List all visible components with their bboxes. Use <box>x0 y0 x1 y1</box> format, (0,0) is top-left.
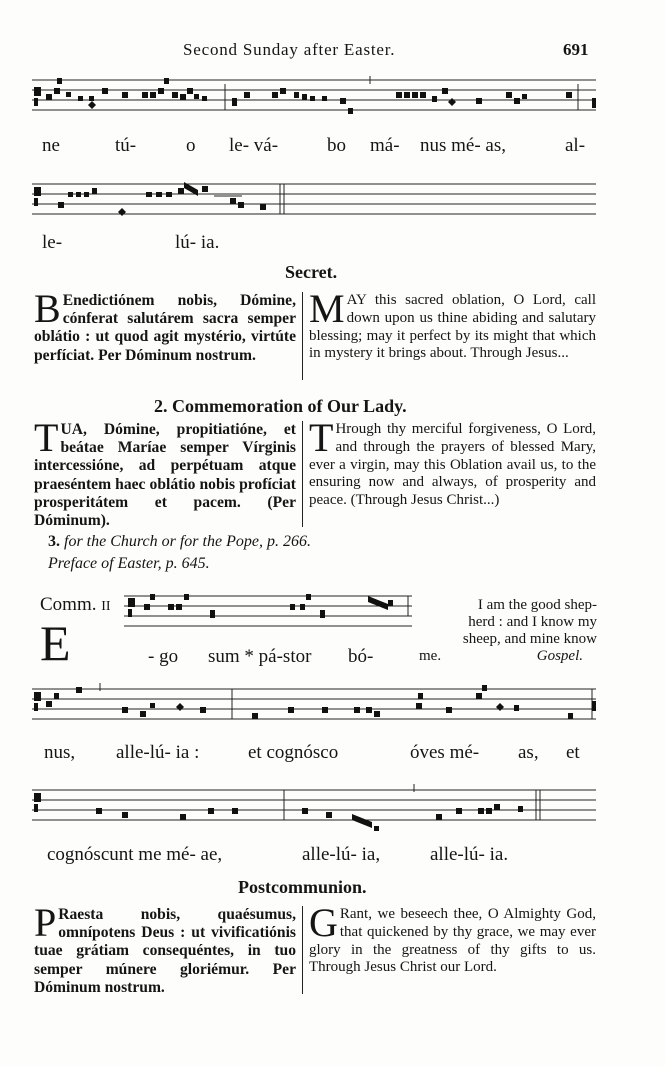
latin-text-column <box>34 415 296 530</box>
reference-text: Preface of Easter, <box>48 555 162 572</box>
column-divider <box>302 906 303 994</box>
syllable: bo <box>327 135 346 156</box>
syllable: lú- ia. <box>175 232 220 253</box>
communion-label <box>40 594 111 616</box>
chant-staff <box>32 683 596 729</box>
syllable: alle-lú- ia. <box>430 844 509 865</box>
chant-lyrics-line <box>0 646 420 672</box>
syllable: et cognósco <box>248 742 339 763</box>
latin-paragraph: Raesta nobis, quaésumus, omnípotens Deus : ut vivificatiónis tuae grátiam consequéntes, in tuo semper múnere gloriémur. Per Dóminum nostrum. <box>34 906 296 996</box>
english-line: I am the good shep- <box>477 597 597 613</box>
chant-staff <box>32 784 596 834</box>
section-heading <box>154 396 407 417</box>
english-line: herd : and I know my <box>468 614 597 630</box>
syllable: cognóscunt me mé- ae, <box>47 844 223 865</box>
chant-lyrics-line <box>0 742 665 768</box>
reference-text: for the Church or for the Pope, <box>64 533 263 550</box>
column-divider <box>302 292 303 380</box>
running-title: Second Sunday after Easter. <box>183 40 396 59</box>
chant-staff <box>124 590 412 636</box>
syllable: o <box>186 135 196 156</box>
drop-cap: T <box>34 415 59 460</box>
latin-paragraph: UA, Dómine, propitiatióne, et beátae Maríae semper Vírginis intercessióne, ad perpétuam atque praeséntem haec oblátio nobis profíciat prosperitátem et pacem. (Per Dóminum). <box>34 421 296 530</box>
drop-cap: B <box>34 286 61 331</box>
english-paragraph: Hrough thy merciful forgiveness, O Lord, and through the prayers of blessed Mary, ever a virgin, may this Oblation avail us, to the ensuring now and always, of prosperity and peace. (Through Jesus Christ...) <box>309 421 596 509</box>
syllable: óves mé- <box>410 742 480 763</box>
syllable: alle-lú- ia, <box>302 844 381 865</box>
syllable: má- <box>370 135 400 156</box>
section-number: 2. <box>154 396 168 416</box>
english-paragraph: Rant, we beseech thee, O Almighty God, that quickened by thy grace, we may ever glory in the greatness of thy gifts to us. Through Jesus Christ our Lord. <box>309 906 596 976</box>
syllable: le- vá- <box>229 135 279 156</box>
syllable: sum * pá-stor <box>208 646 312 667</box>
drop-cap: T <box>309 415 334 460</box>
chant-lyrics-line <box>0 232 665 258</box>
section-title: Commemoration of Our Lady. <box>172 396 407 416</box>
latin-text-column <box>34 900 296 997</box>
drop-cap: G <box>309 900 338 945</box>
syllable: tú- <box>115 135 137 156</box>
reference-number: 3. <box>48 533 60 550</box>
cross-reference <box>48 533 311 551</box>
page-header <box>0 40 665 64</box>
syllable: le- <box>42 232 63 253</box>
syllable: nus, <box>44 742 76 763</box>
syllable: alle-lú- ia : <box>116 742 200 763</box>
syllable: nus mé- as, <box>420 135 507 156</box>
syllable: - go <box>148 646 179 667</box>
english-text-column <box>309 286 596 363</box>
column-divider <box>302 421 303 527</box>
cross-reference <box>48 555 210 573</box>
latin-text-column <box>34 286 296 365</box>
chant-initial: E <box>40 615 71 671</box>
english-line: me. <box>419 648 442 664</box>
chant-mode: II <box>101 599 111 614</box>
drop-cap: P <box>34 900 57 945</box>
chant-lyrics-line <box>0 135 665 161</box>
english-line: sheep, and mine know <box>462 631 597 647</box>
english-text-column <box>309 900 596 977</box>
reference-page: p. 266. <box>266 533 311 550</box>
chant-staff <box>32 74 596 124</box>
reference-page: p. 645. <box>165 555 210 572</box>
communion-title: Comm. <box>40 594 97 615</box>
communion-english <box>419 597 597 665</box>
page-number: 691 <box>563 40 589 59</box>
english-text-column <box>309 415 596 510</box>
syllable: bó- <box>348 646 374 667</box>
english-paragraph: AY this sacred oblation, O Lord, call down upon us thine abiding and salutary blessing; may it perfect by its might that which in mystery it brings about. Through Jesus... <box>309 292 596 362</box>
syllable: as, <box>518 742 539 763</box>
syllable: al- <box>565 135 586 156</box>
syllable: et <box>566 742 580 763</box>
section-heading: Secret. <box>285 262 338 282</box>
latin-paragraph: Enedictiónem nobis, Dómine, cónferat salutárem sacra semper oblátio : ut quod agit mystério, virtúte perfíciat. Per Dóminum nostrum. <box>34 292 296 364</box>
gospel-reference: Gospel. <box>536 648 583 664</box>
syllable: ne <box>42 135 60 156</box>
english-line-last <box>419 648 597 665</box>
chant-lyrics-line <box>0 844 665 870</box>
chant-staff <box>32 178 596 224</box>
drop-cap: M <box>309 286 345 331</box>
section-heading: Postcommunion. <box>238 877 367 897</box>
